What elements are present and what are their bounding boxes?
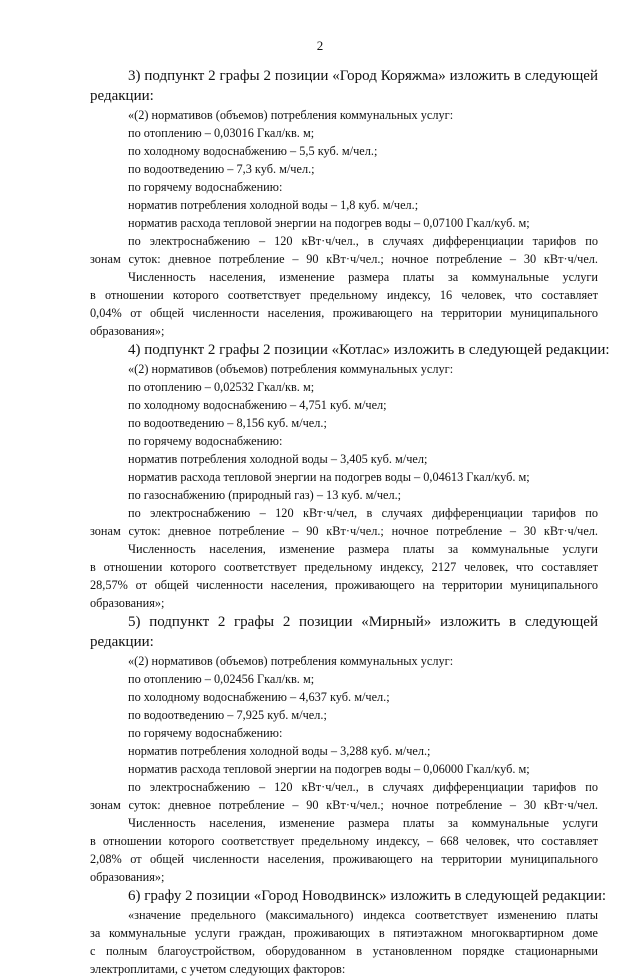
body-text-line: норматив расхода тепловой энергии на подогрев воды – 0,06000 Гкал/куб. м; bbox=[128, 762, 530, 776]
body-text-line: по отоплению – 0,02532 Гкал/кв. м; bbox=[128, 380, 315, 394]
body-text-line: по горячему водоснабжению: bbox=[128, 726, 283, 740]
amendment-heading-line: 5) подпункт 2 графы 2 позиции «Мирный» изложить в следующей bbox=[128, 614, 598, 630]
body-text-line: по отоплению – 0,02456 Гкал/кв. м; bbox=[128, 672, 315, 686]
body-text-line: Численность населения, изменение размера платы за коммунальные услуги bbox=[128, 816, 598, 830]
amendment-heading-line: 3) подпункт 2 графы 2 позиции «Город Коряжма» изложить в следующей bbox=[128, 68, 598, 84]
body-text-line: в отношении которого соответствует предельному индексу, 2127 человек, что составляет bbox=[90, 560, 598, 574]
body-text-line: в отношении которого соответствует предельному индексу, 16 человек, что составляет bbox=[90, 288, 598, 302]
body-text-line: норматив потребления холодной воды – 1,8 куб. м/чел.; bbox=[128, 198, 419, 212]
body-text-line: по электроснабжению – 120 кВт·ч/чел, в случаях дифференциации тарифов по bbox=[128, 506, 598, 520]
body-text-line: норматив потребления холодной воды – 3,405 куб. м/чел; bbox=[128, 452, 428, 466]
body-text-line: по холодному водоснабжению – 4,751 куб. м/чел; bbox=[128, 398, 387, 412]
body-text-line: по водоотведению – 8,156 куб. м/чел.; bbox=[128, 416, 327, 430]
body-text-line: зонам суток: дневное потребление – 90 кВт·ч/чел.; ночное потребление – 30 кВт·ч/чел. bbox=[90, 252, 598, 266]
body-text-line: по холодному водоснабжению – 4,637 куб. м/чел.; bbox=[128, 690, 390, 704]
amendment-heading-line: редакции: bbox=[90, 634, 154, 650]
body-text-line: зонам суток: дневное потребление – 90 кВт·ч/чел.; ночное потребление – 30 кВт·ч/чел. bbox=[90, 798, 598, 812]
body-text-line: Численность населения, изменение размера платы за коммунальные услуги bbox=[128, 270, 598, 284]
body-text-line: норматив потребления холодной воды – 3,288 куб. м/чел.; bbox=[128, 744, 431, 758]
body-text-line: образования»; bbox=[90, 870, 165, 884]
body-text-line: образования»; bbox=[90, 324, 165, 338]
body-text-line: 28,57% от общей численности населения, проживающего на территории муниципального bbox=[90, 578, 598, 592]
body-text-line: по водоотведению – 7,925 куб. м/чел.; bbox=[128, 708, 327, 722]
body-text-line: в отношении которого соответствует предельному индексу, – 668 человек, что составляет bbox=[90, 834, 598, 848]
page-number: 2 bbox=[316, 38, 324, 53]
document-body bbox=[90, 66, 610, 978]
body-text-line: «(2) нормативов (объемов) потребления коммунальных услуг: bbox=[128, 108, 454, 122]
body-text-line: «(2) нормативов (объемов) потребления коммунальных услуг: bbox=[128, 654, 454, 668]
body-text-line: норматив расхода тепловой энергии на подогрев воды – 0,04613 Гкал/куб. м; bbox=[128, 470, 530, 484]
body-text-line: 2,08% от общей численности населения, проживающего на территории муниципального bbox=[90, 852, 598, 866]
body-text-line: с полным благоустройством, оборудованном в установленном порядке стационарными bbox=[90, 944, 598, 958]
body-text-line: норматив расхода тепловой энергии на подогрев воды – 0,07100 Гкал/куб. м; bbox=[128, 216, 530, 230]
body-text-line: по электроснабжению – 120 кВт·ч/чел., в случаях дифференциации тарифов по bbox=[128, 780, 598, 794]
body-text-line: по газоснабжению (природный газ) – 13 куб. м/чел.; bbox=[128, 488, 402, 502]
body-text-line: по электроснабжению – 120 кВт·ч/чел., в случаях дифференциации тарифов по bbox=[128, 234, 598, 248]
body-text-line: «(2) нормативов (объемов) потребления коммунальных услуг: bbox=[128, 362, 454, 376]
body-text-line: по горячему водоснабжению: bbox=[128, 434, 283, 448]
body-text-line: электроплитами, с учетом следующих факторов: bbox=[90, 962, 346, 976]
body-text-line: по горячему водоснабжению: bbox=[128, 180, 283, 194]
body-text-line: по отоплению – 0,03016 Гкал/кв. м; bbox=[128, 126, 315, 140]
body-text-line: зонам суток: дневное потребление – 90 кВт·ч/чел.; ночное потребление – 30 кВт·ч/чел. bbox=[90, 524, 598, 538]
body-text-line: по холодному водоснабжению – 5,5 куб. м/чел.; bbox=[128, 144, 378, 158]
amendment-heading-line: 6) графу 2 позиции «Город Новодвинск» изложить в следующей редакции: bbox=[128, 888, 607, 904]
body-text-line: «значение предельного (максимального) индекса соответствует изменению платы bbox=[128, 908, 598, 922]
body-text-line: Численность населения, изменение размера платы за коммунальные услуги bbox=[128, 542, 598, 556]
body-text-line: по водоотведению – 7,3 куб. м/чел.; bbox=[128, 162, 315, 176]
body-text-line: 0,04% от общей численности населения, проживающего на территории муниципального bbox=[90, 306, 598, 320]
amendment-heading-line: редакции: bbox=[90, 88, 154, 104]
body-text-line: образования»; bbox=[90, 596, 165, 610]
amendment-heading-line: 4) подпункт 2 графы 2 позиции «Котлас» изложить в следующей редакции: bbox=[128, 342, 610, 358]
body-text-line: за коммунальные услуги граждан, проживающих в пятиэтажном многоквартирном доме bbox=[90, 926, 598, 940]
